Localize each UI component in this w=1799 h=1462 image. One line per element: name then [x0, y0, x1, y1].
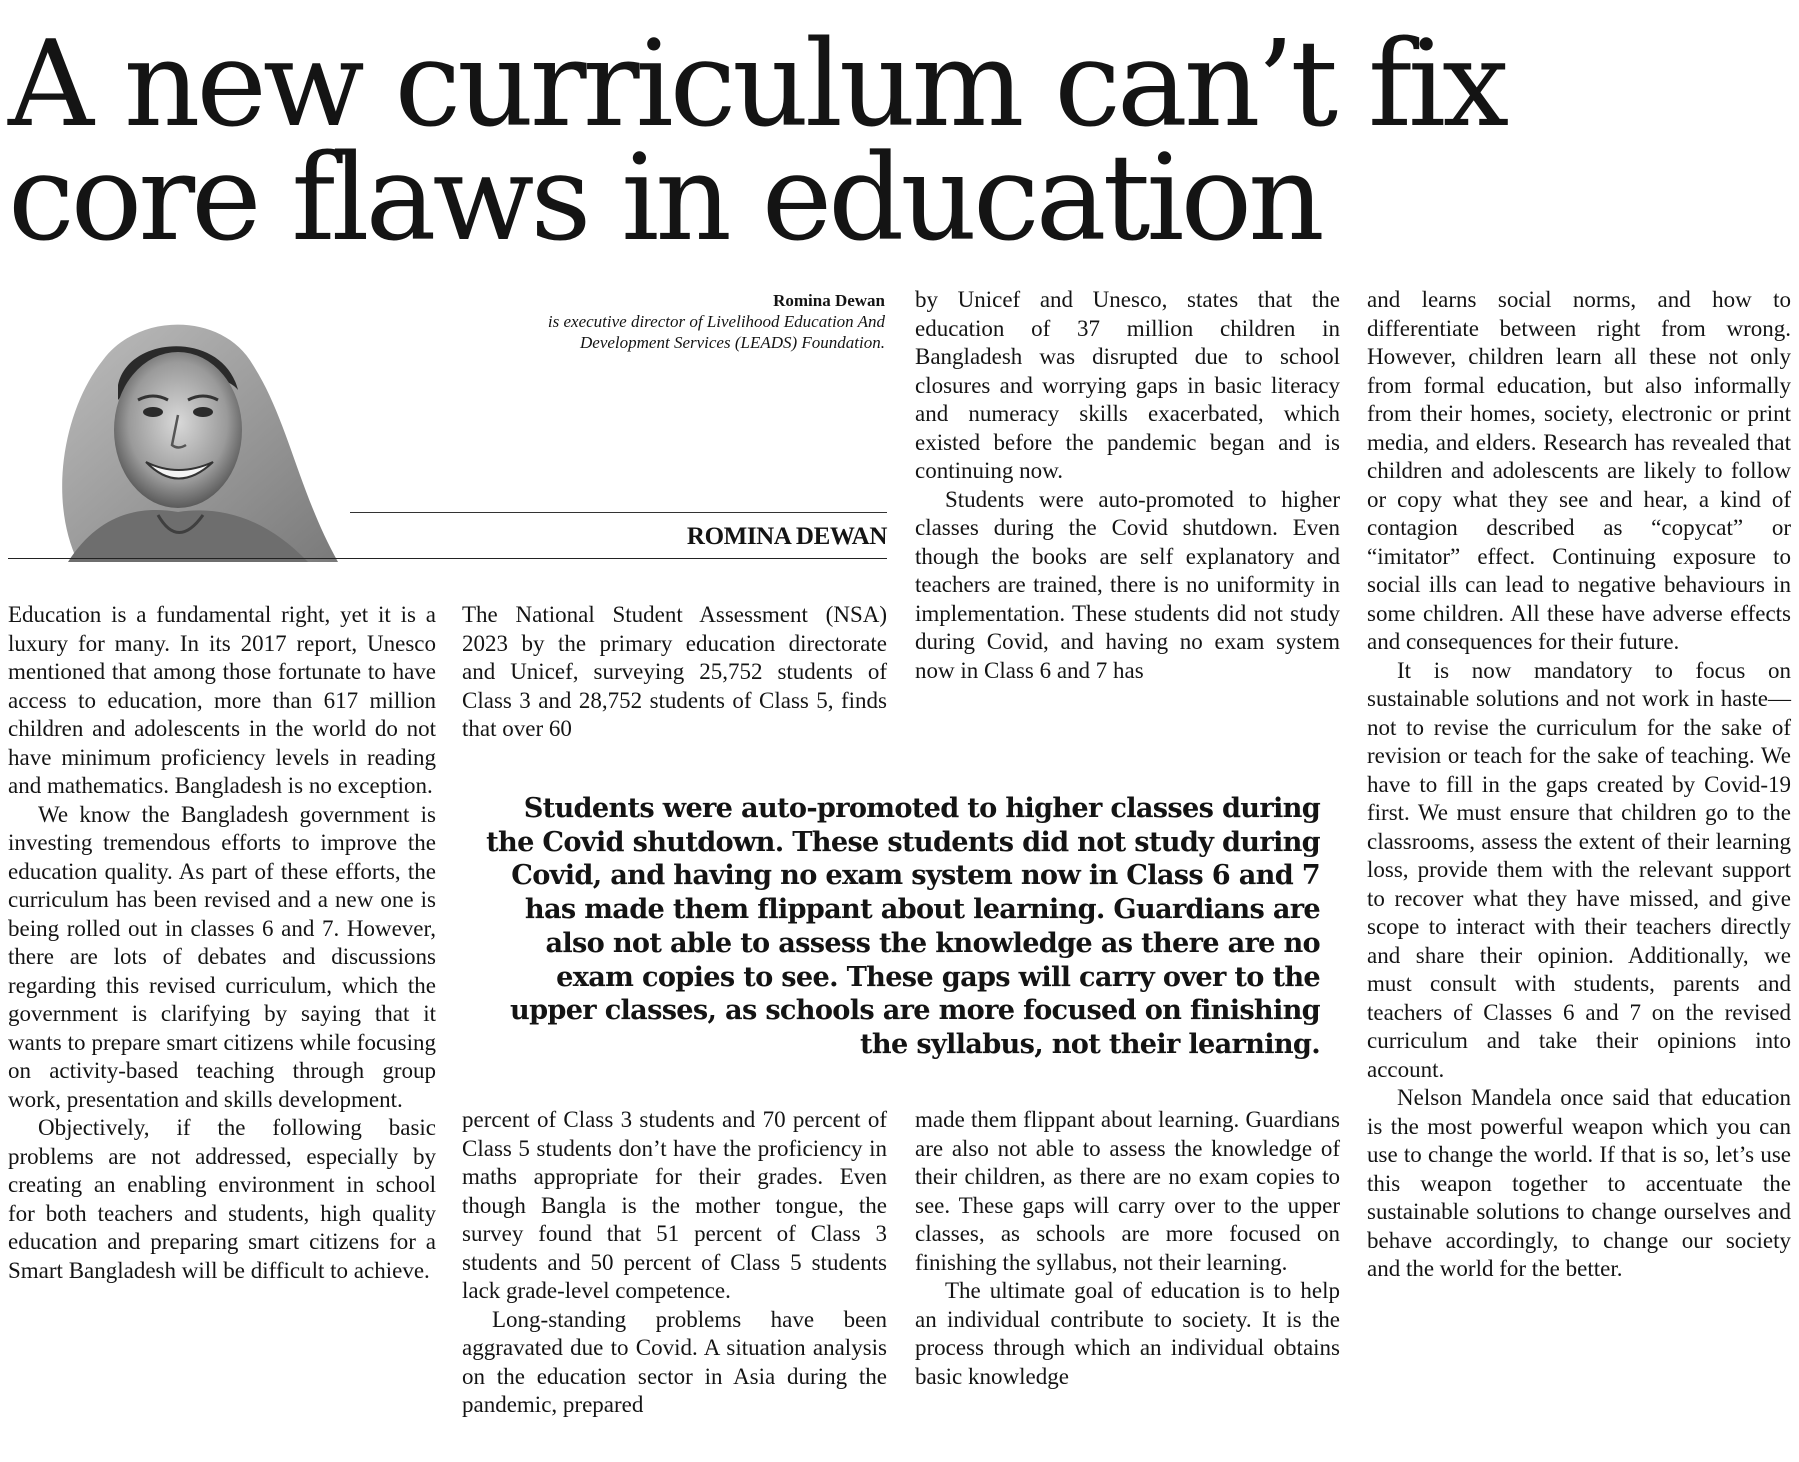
column-3-top: [915, 286, 1340, 685]
column-1: [8, 601, 436, 1285]
paragraph: Education is a fundamental right, yet it is a luxury for many. In its 2017 report, Unesco mentioned that among those fortunate to have access to education, more than 617 million children and adolescents in the world do not have minimum proficiency levels in reading and mathematics. Bangladesh is no exception.: [8, 602, 436, 798]
paragraph: Nelson Mandela once said that education is the most powerful weapon which you can use to change the world. If that is so, let’s use this weapon together to accentuate the sustainable solutions to change ourselves and behave accordingly, to change our society and the world for the better.: [1367, 1085, 1791, 1281]
byline: ROMINA DEWAN: [686, 523, 887, 550]
paragraph: Students were auto-promoted to higher classes during the Covid shutdown. Even though the books are self explanatory and teachers are trained, there is no uniformity in implementation. These students did not study during Covid, and having no exam system now in Class 6 and 7 has: [915, 486, 1340, 683]
section-divider: [8, 558, 887, 559]
author-description: is executive director of Livelihood Education And Development Services (LEADS) Foundation.: [547, 312, 885, 352]
column-2-bottom: [462, 1106, 887, 1420]
byline-divider: [350, 512, 887, 513]
author-photo: [8, 290, 378, 562]
paragraph: We know the Bangladesh government is investing tremendous efforts to improve the education quality. As part of these efforts, the curriculum has been revised and a new one is being rolled out in classes 6 and 7. However, there are lots of debates and discussions regarding this revised curriculum, which the government is clarifying by saying that it wants to prepare smart citizens while focusing on activity-based teaching through group work, presentation and skills development.: [8, 801, 436, 1112]
headline: A new curriculum can’t fix core flaws in education: [8, 16, 1506, 268]
paragraph: by Unicef and Unesco, states that the education of 37 million children in Bangladesh was disrupted due to school closures and worrying gaps in basic literacy and numeracy skills exacerbated, which existed before the pandemic began and is continuing now.: [915, 287, 1340, 483]
column-4: [1367, 286, 1791, 1284]
pull-quote: Students were auto-promoted to higher classes during the Covid shutdown. These students did not study during Covid, and having no exam system now in Class 6 and 7 has made them flippant about learning. Guardians are also not able to assess the knowledge as there are no exam copies to see. These gaps will carry over to the upper classes, as schools are more focused on finishing the syllabus, not their learning.: [486, 792, 1320, 1060]
paragraph: The ultimate goal of education is to help an individual contribute to society. It is the process through which an individual obtains basic knowledge: [915, 1278, 1340, 1389]
paragraph: made them flippant about learning. Guardians are also not able to assess the knowledge of their children, as there are no exam copies to see. These gaps will carry over to the upper classes, as schools are more focused on finishing the syllabus, not their learning.: [915, 1107, 1340, 1275]
paragraph: Objectively, if the following basic problems are not addressed, especially by creating an enabling environment in school for both teachers and students, high quality education and preparing smart citizens for a Smart Bangladesh will be difficult to achieve.: [8, 1115, 436, 1283]
column-3-bottom: [915, 1106, 1340, 1391]
paragraph: percent of Class 3 students and 70 percent of Class 5 students don’t have the proficiency in maths appropriate for their grades. Even though Bangla is the mother tongue, the survey found that 51 percent of Class 3 students and 50 percent of Class 5 students lack grade-level competence.: [462, 1107, 887, 1303]
paragraph: It is now mandatory to focus on sustainable solutions and not work in haste—not to revise the curriculum for the sake of revision or teach for the sake of teaching. We have to fill in the gaps created by Covid-19 first. We must ensure that children go to the classrooms, assess the extent of their learning loss, provide them with the relevant support to recover what they have missed, and give scope to interact with their teachers directly and share their opinion. Additionally, we must consult with students, parents and teachers of Classes 6 and 7 on the revised curriculum and take their opinions into account.: [1367, 657, 1791, 1082]
column-2-top: [462, 601, 887, 744]
paragraph: Long-standing problems have been aggravated due to Covid. A situation analysis on the education sector in Asia during the pandemic, prepared: [462, 1306, 887, 1417]
paragraph: and learns social norms, and how to differentiate between right from wrong. However, children learn all these not only from formal education, but also informally from their homes, society, electronic or print media, and elders. Research has revealed that children and adolescents are likely to follow or copy what they see and hear, a kind of contagion described as “copycat” or “imitator” effect. Continuing exposure to social ills can lead to negative behaviours in some children. All these have adverse effects and consequences for their future.: [1367, 287, 1791, 654]
author-name: Romina Dewan: [773, 291, 885, 310]
author-info: [520, 290, 885, 353]
paragraph: The National Student Assessment (NSA) 2023 by the primary education directorate and Unicef, surveying 25,752 students of Class 3 and 28,752 students of Class 5, finds that over 60: [462, 602, 887, 741]
